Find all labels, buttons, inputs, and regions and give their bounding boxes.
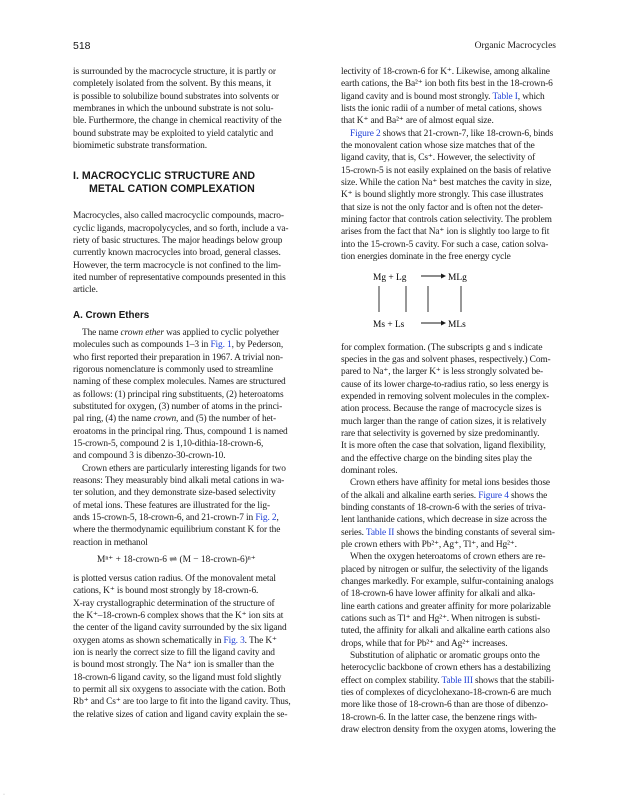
paragraph bbox=[341, 650, 571, 736]
text-line: 18-crown-6. In the latter case, the benzene rings with- bbox=[341, 712, 537, 723]
text-line: as follows: (1) principal ring substituents, (2) heteroatoms bbox=[73, 389, 284, 400]
paragraph bbox=[341, 551, 571, 650]
text-line: the relative sizes of cation and ligand cavity explain the se- bbox=[73, 709, 288, 720]
text-line: When the oxygen heteroatoms of crown ethers are re- bbox=[350, 552, 546, 563]
text-line: bound substrate may be exploited to yield catalytic and bbox=[73, 128, 274, 139]
text-line: heterocyclic backbone of crown ethers has a destabilizing bbox=[341, 663, 551, 674]
text-line: of metal ions. These features are illustrated for the lig- bbox=[73, 500, 270, 511]
text-line: 18-crown-6 ligand cavity, so the ligand must fold slightly bbox=[73, 672, 282, 683]
text-line: oxygen atoms as shown schematically in Fig. 3. The K⁺ bbox=[73, 635, 277, 646]
text-line: rare that selectivity is governed by size predominantly. bbox=[341, 428, 540, 439]
text-line: much larger than the range of cation sizes, it is relatively bbox=[341, 416, 547, 427]
text-line: molecules such as compounds 1–3 in Fig. 1, by Pederson, bbox=[73, 340, 284, 351]
text-line: It is more often the case that solvation, ligand flexibility, bbox=[341, 441, 546, 452]
text-line: series. Table II shows the binding constants of several sim- bbox=[341, 527, 555, 538]
text-line: eroatoms in the principal ring. Thus, compound 1 is named bbox=[73, 426, 288, 437]
text-line: tuted, the affinity for alkali and alkaline earth cations also bbox=[341, 626, 550, 637]
text-line: ation process. Because the range of macrocycle sizes is bbox=[341, 404, 542, 415]
text-line: mining factor that controls cation selectivity. The problem bbox=[341, 215, 552, 226]
text-line: Substitution of aliphatic or aromatic groups onto the bbox=[350, 651, 540, 662]
text-line: substituted for oxygen, (3) number of atoms in the princi- bbox=[73, 401, 283, 412]
text-line: Figure 2 shows that 21-crown-7, like 18-crown-6, binds bbox=[350, 128, 554, 139]
paragraph bbox=[341, 66, 571, 128]
text-line: ion is nearly the correct size to fill the ligand cavity and bbox=[73, 648, 275, 659]
text-line: Rb⁺ and Cs⁺ are too large to fit into the ligand cavity. Thus, bbox=[73, 697, 291, 708]
text-line: and the effective charge on the binding sites play the bbox=[341, 453, 532, 464]
paragraph bbox=[73, 66, 303, 152]
text-line: for complex formation. (The subscripts g and s indicate bbox=[341, 342, 543, 353]
text-line: the monovalent cation whose size matches that of the bbox=[341, 141, 535, 152]
scheme-bottom-left: Ms + Ls bbox=[373, 319, 405, 330]
text-line: reasons: They measurably bind alkali metal cations in wa- bbox=[73, 475, 285, 486]
text-line: size. While the cation Na⁺ best matches the cavity in size, bbox=[341, 178, 552, 189]
text-line: earth cations, the Ba²⁺ ion both fits best in the 18-crown-6 bbox=[341, 79, 553, 90]
paragraph bbox=[341, 477, 571, 551]
text-line: lent lanthanide cations, which decrease in size across the bbox=[341, 515, 547, 526]
text-line: biomimetic substrate transformation. bbox=[73, 141, 207, 152]
text-line: article. bbox=[73, 285, 98, 296]
running-head: Organic Macrocycles bbox=[474, 41, 556, 51]
paragraph bbox=[73, 573, 303, 721]
cross-reference-link[interactable]: Fig. 1 bbox=[210, 340, 232, 351]
text-line: where the thermodynamic equilibrium constant K for the bbox=[73, 525, 281, 536]
paragraph bbox=[73, 327, 303, 463]
text-line: of the alkali and alkaline earth series. Figure 4 shows the bbox=[341, 490, 548, 501]
page-number: 518 bbox=[73, 40, 91, 52]
text-line: lectivity of 18-crown-6 for K⁺. Likewise, among alkaline bbox=[341, 67, 550, 77]
left-column bbox=[73, 66, 303, 721]
text-line: the center of the ligand cavity surrounded by the six ligand bbox=[73, 623, 287, 634]
text-line: pared to Na⁺, the larger K⁺ is less strongly solvated be- bbox=[341, 367, 544, 378]
text-line: naming of these complex molecules. Names are structured bbox=[73, 377, 286, 388]
paragraph bbox=[73, 463, 303, 549]
bottom-arrow-head bbox=[441, 320, 446, 325]
paragraph bbox=[341, 342, 571, 478]
subsection-title: A. Crown Ethers bbox=[73, 309, 150, 321]
cross-reference-link[interactable]: Fig. 3 bbox=[223, 635, 245, 646]
text-line: is surrounded by the macrocycle structure, it is partly or bbox=[73, 67, 276, 77]
text-line: Crown ethers are particularly interesting ligands for two bbox=[82, 463, 286, 474]
text-line: species in the gas and solvent phases, respectively.) Com- bbox=[341, 354, 551, 365]
text-line: rigorous nomenclature is commonly used to streamline bbox=[73, 364, 273, 375]
scheme-bottom-right: MLs bbox=[448, 319, 466, 330]
text-line: 15-crown-5, compound 2 is 1,10-dithia-18-crown-6, bbox=[73, 438, 264, 449]
text-line: cations such as Tl⁺ and Hg²⁺. When nitrogen is substi- bbox=[341, 614, 541, 625]
text-line: riety of basic structures. The major headings below group bbox=[73, 236, 283, 247]
text-line: 15-crown-5 is not easily explained on the basis of relative bbox=[341, 165, 551, 176]
text-line: tion energies dominate in the free energy cycle bbox=[341, 252, 511, 263]
text-line: expended in removing solvent molecules in the complex- bbox=[341, 391, 550, 402]
cross-reference-link[interactable]: Fig. 2 bbox=[255, 512, 277, 523]
text-line: is possible to solubilize bound substrates into solvents or bbox=[73, 91, 279, 102]
text-line: K⁺ is bound slightly more strongly. This case illustrates bbox=[341, 190, 544, 201]
text-line: Macrocycles, also called macrocyclic compounds, macro- bbox=[73, 211, 284, 222]
text-line: of 18-crown-6 have lower affinity for alkali and alka- bbox=[341, 589, 536, 600]
text-line: currently known macrocycles into broad, general classes. bbox=[73, 248, 281, 259]
text-line: arises from the fact that Na⁺ ion is slightly too large to fit bbox=[341, 227, 550, 238]
text-line: completely isolated from the solvent. By this means, it bbox=[73, 79, 272, 90]
text-line: cyclic ligands, macropolycycles, and so forth, include a va- bbox=[73, 223, 289, 234]
reaction-equation: Mⁿ⁺ + 18-crown-6 ⇌ (M − 18-crown-6)ⁿ⁺ bbox=[97, 555, 256, 565]
text-line: Crown ethers have affinity for metal ions besides those bbox=[350, 478, 550, 489]
cycle-diagram bbox=[341, 264, 571, 342]
text-line: to permit all six oxygens to associate with the cation. Both bbox=[73, 685, 286, 696]
text-line: that size is not the only factor and is often not the deter- bbox=[341, 202, 543, 213]
text-line: ter solution, and they demonstrate size-based selectivity bbox=[73, 488, 276, 499]
text-line: into the 15-crown-5 cavity. For such a case, cation solva- bbox=[341, 239, 549, 250]
text-line: is plotted versus cation radius. Of the monovalent metal bbox=[73, 574, 276, 584]
text-line: ands 15-crown-5, 18-crown-6, and 21-crown-7 in Fig. 2, bbox=[73, 512, 279, 523]
text-line: effect on complex stability. Table III shows that the stabili- bbox=[341, 675, 555, 686]
text-line: the K⁺–18-crown-6 complex shows that the K⁺ ion sits at bbox=[73, 611, 284, 622]
text-line: who first reported their preparation in 1967. A trivial non- bbox=[73, 352, 283, 363]
text-line: X-ray crystallographic determination of the structure of bbox=[73, 598, 275, 609]
text-line: is bound most strongly. The Na⁺ ion is smaller than the bbox=[73, 660, 274, 671]
section-title: I. MACROCYCLIC STRUCTURE AND METAL CATION COMPLEXATION bbox=[73, 170, 256, 196]
text-line: reaction in methanol bbox=[73, 537, 148, 548]
text-line: cause of its lower charge-to-radius ratio, so less energy is bbox=[341, 379, 549, 390]
cross-reference-link[interactable]: Figure 4 bbox=[478, 490, 509, 501]
top-arrow-head bbox=[441, 273, 446, 278]
text-line: lists the ionic radii of a number of metal cations, shows bbox=[341, 104, 542, 115]
text-line: drops, while that for Pb²⁺ and Ag²⁺ increases. bbox=[341, 638, 508, 649]
text-line: line earth cations and greater affinity for more polarizable bbox=[341, 601, 551, 612]
scheme-top-left: Mg + Lg bbox=[373, 272, 407, 283]
scheme-top-right: MLg bbox=[448, 272, 467, 283]
text-line: membranes in which the unbound substrate is not solu- bbox=[73, 104, 274, 115]
text-line: The name crown ether was applied to cyclic polyether bbox=[82, 327, 280, 338]
text-line: changes markedly. For example, sulfur-containing analogs bbox=[341, 577, 554, 588]
text-line: dominant roles. bbox=[341, 465, 398, 476]
cross-reference-link[interactable]: Table II bbox=[365, 527, 395, 538]
paragraph bbox=[341, 128, 571, 264]
text-line: placed by nitrogen or sulfur, the selectivity of the ligands bbox=[341, 564, 548, 575]
corner-mark: · bbox=[3, 792, 5, 798]
free-energy-cycle-scheme bbox=[341, 264, 571, 342]
text-line: binding constants of 18-crown-6 with the series of triva- bbox=[341, 502, 546, 513]
text-line: However, the term macrocycle is not confined to the lim- bbox=[73, 260, 281, 271]
right-column bbox=[341, 66, 571, 737]
text-line: more like those of 18-crown-6 than are those of dibenzo- bbox=[341, 700, 549, 711]
text-line: ble. Furthermore, the change in chemical reactivity of the bbox=[73, 116, 282, 127]
paragraph bbox=[73, 210, 303, 296]
text-line: cations, K⁺ is bound most strongly by 18-crown-6. bbox=[73, 586, 259, 597]
text-line: pal ring, (4) the name crown, and (5) the number of het- bbox=[73, 414, 277, 425]
cross-reference-link[interactable]: Table III bbox=[441, 675, 473, 686]
text-line: ligand cavity, that is, Cs⁺. However, the selectivity of bbox=[341, 153, 536, 164]
text-line: ties of complexes of dicyclohexano-18-crown-6 are much bbox=[341, 688, 552, 699]
text-line: ple crown ethers with Pb²⁺, Ag⁺, Tl⁺, and Hg²⁺. bbox=[341, 540, 517, 550]
text-line: draw electron density from the oxygen atoms, lowering the bbox=[341, 725, 556, 736]
cross-reference-link[interactable]: Figure 2 bbox=[350, 128, 381, 139]
text-line: that K⁺ and Ba²⁺ are of almost equal size. bbox=[341, 116, 494, 127]
text-line: and compound 3 is dibenzo-30-crown-10. bbox=[73, 451, 226, 462]
text-line: ited number of representative compounds presented in this bbox=[73, 273, 286, 284]
cross-reference-link[interactable]: Table I bbox=[492, 91, 518, 102]
text-line: ligand cavity and is bound most strongly. Table I, which bbox=[341, 91, 545, 102]
